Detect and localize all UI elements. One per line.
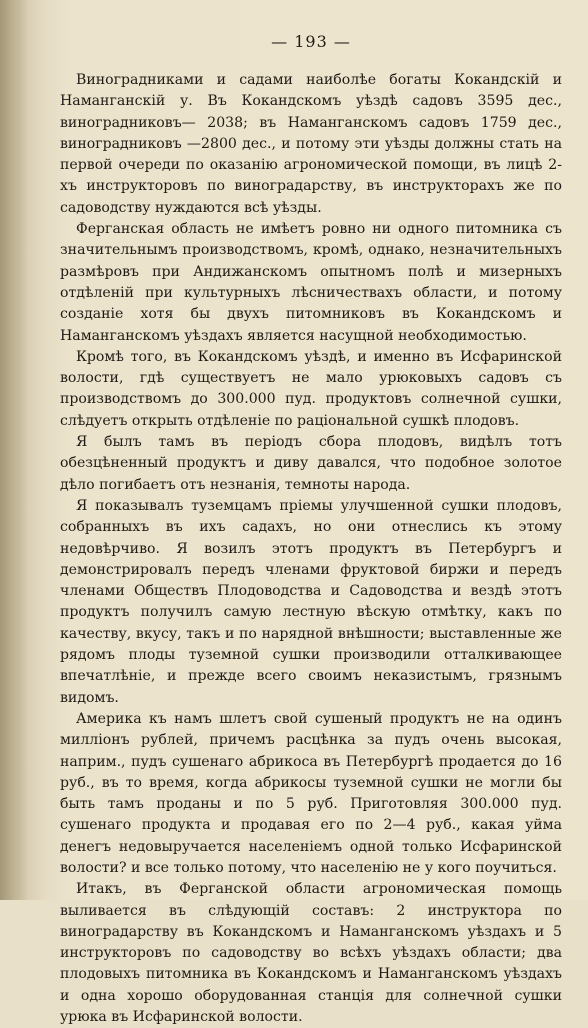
paragraph-vineyards: Виноградниками и садами наиболѣе богаты Кокандскій и Наманганскій у. Въ Кокандскомъ уѣздѣ садовъ 3595 дес., виноградниковъ— 2038; въ Наманганскомъ садовъ 1759 дес., виноградниковъ —2800 дес., и потому эти уѣзды должны стать на первой очереди по оказанію агрономической помощи, въ лицѣ 2-хъ инструкторовъ по виноградарству, въ инструкторахъ же по садоводству нуждаются всѣ уѣзды. [60, 72, 562, 216]
book-binding-shadow [0, 0, 28, 900]
paragraph-demonstration: Я показывалъ туземцамъ пріемы улучшенной сушки плодовъ, собранныхъ въ ихъ садахъ, но они отнеслись къ этому недовѣрчиво. Я возилъ этотъ продуктъ въ Петербургъ и демонстрировалъ передъ членами фруктовой биржи и передъ членами Обществъ Плодоводства и Садоводства и вездѣ этотъ продуктъ получилъ самую лестную вѣскую отмѣтку, какъ по качеству, вкусу, такъ и по нарядной внѣшности; выставленные же рядомъ плоды туземной сушки производили отталкивающее впечатлѣніе, и прежде всего своимъ неказистымъ, грязнымъ видомъ. [60, 497, 562, 706]
paragraph-harvest-visit: Я былъ тамъ въ періодъ сбора плодовъ, видѣлъ тотъ обезцѣненный продуктъ и диву давался, что подобное золотое дѣло погибаетъ отъ незнанія, темноты народа. [60, 434, 562, 493]
paragraph-america: Америка къ намъ шлетъ свой сушеный продуктъ не на одинъ милліонъ рублей, причемъ расцѣнка за пудъ очень высокая, наприм., пудъ сушенаго абрикоса въ Петербургѣ продается до 16 руб., въ то время, когда абрикосы туземной сушки не могли бы быть тамъ проданы и по 5 руб. Приготовляя 300.000 пуд. сушенаго продукта и продавая его по 2—4 руб., какая уйма денегъ недовыручается населеніемъ одной только Исфаринской волости? и все только потому, что населенію не у кого поучиться. [60, 710, 562, 876]
page-number: — 193 — [271, 32, 351, 51]
paragraph-nurseries: Ферганская область не имѣетъ ровно ни одного питомника съ значительнымъ производствомъ, кромѣ, однако, незначительныхъ размѣровъ при Андижанскомъ опытномъ полѣ и мизерныхъ отдѣленій при культурныхъ лѣсничествахъ области, и потому созданіе хотя бы двухъ питомниковъ въ Кокандскомъ и Наманганскомъ уѣздахъ является насущной необходимостью. [60, 221, 562, 344]
paragraph-isfara-drying: Кромѣ того, въ Кокандскомъ уѣздѣ, и именно въ Исфаринской волости, гдѣ существуетъ не мало урюковыхъ садовъ съ производствомъ до 300.000 пуд. продуктовъ солнечной сушки, слѣдуетъ открыть отдѣленіе по раціональной сушкѣ плодовъ. [60, 348, 562, 429]
paragraph-summary: Итакъ, въ Ферганской области агрономическая помощь выливается въ слѣдующій составъ: 2 инструктора по виноградарству въ Кокандскомъ и Наманганскомъ уѣздахъ и 5 инструкторовъ по садоводству во всѣхъ уѣздахъ области; два плодовыхъ питомника въ Кокандскомъ и Наманганскомъ уѣздахъ и одна хорошо оборудованная станція для солнечной сушки урюка въ Исфаринской волости. [60, 881, 562, 1026]
